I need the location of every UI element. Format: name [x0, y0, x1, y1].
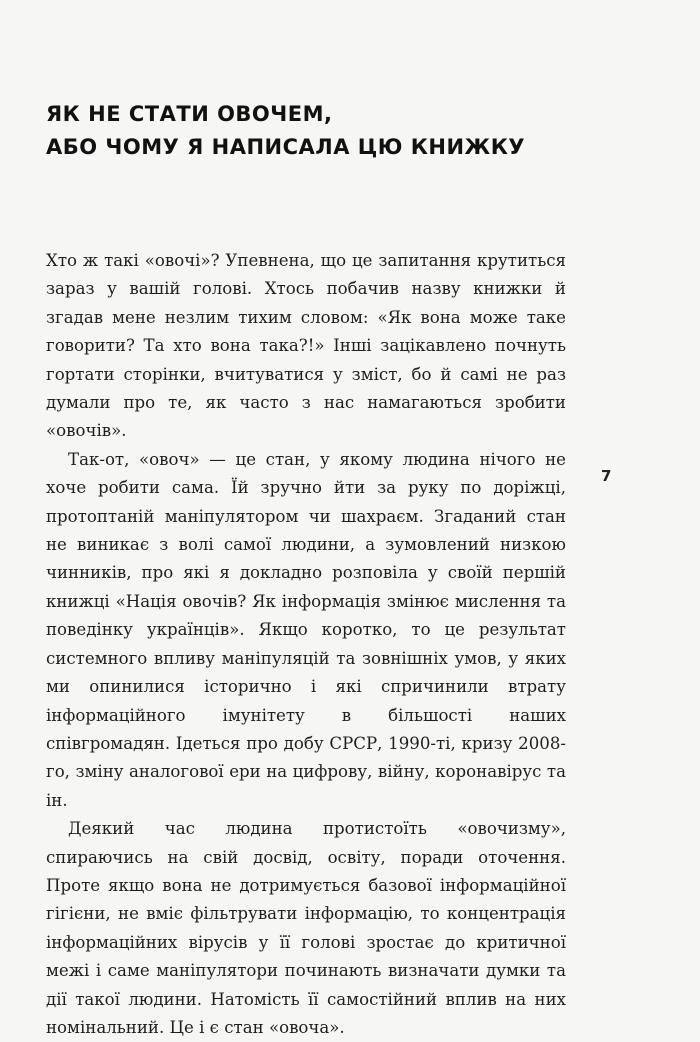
chapter-title: [46, 98, 566, 164]
chapter-title-line-2: АБО ЧОМУ Я НАПИСАЛА ЦЮ КНИЖКУ: [46, 135, 526, 159]
chapter-title-line-1: ЯК НЕ СТАТИ ОВОЧЕМ,: [46, 102, 333, 126]
page-number: 7: [601, 467, 612, 485]
paragraph-3: Деякий час людина протистоїть «овочизму», спираючись на свій досвід, освіту, поради оточення. Проте якщо вона не дотримується базової інформаційної гігієни, не вміє фільтрувати інформацію, то концентрація інформаційних вірусів у її голові зростає до критичної межі і саме маніпулятори починають визначати думки та дії такої людини. Натомість її самостійний вплив на них номінальний. Це і є стан «овоча».: [46, 819, 566, 1037]
chapter-body: [46, 247, 566, 1042]
paragraph-1: Хто ж такі «овочі»? Упевнена, що це запитання крутиться зараз у вашій голові. Хтось побачив назву книжки й згадав мене незлим тихим словом: «Як вона може таке говорити? Та хто вона така?!» Інші зацікавлено почнуть гортати сторінки, вчитуватися у зміст, бо й самі не раз думали про те, як часто з нас намагаються зробити «овочів».: [46, 251, 566, 441]
paragraph-2: Так-от, «овоч» — це стан, у якому людина нічого не хоче робити сама. Їй зручно йти за руку по доріжці, протоптаній маніпулятором чи шахраєм. Згаданий стан не виникає з волі самої людини, а зумовлений низкою чинників, про які я докладно розповіла у своїй першій книжці «Нація овочів? Як інформація змінює мислення та поведінку українців». Якщо коротко, то це результат системного впливу маніпуляцій та зовнішніх умов, у яких ми опинилися історично і які спричинили втрату інформаційного імунітету в більшості наших співгромадян. Ідеться про добу СРСР, 1990-ті, кризу 2008-го, зміну аналогової ери на цифрову, війну, коронавірус та ін.: [46, 449, 566, 810]
